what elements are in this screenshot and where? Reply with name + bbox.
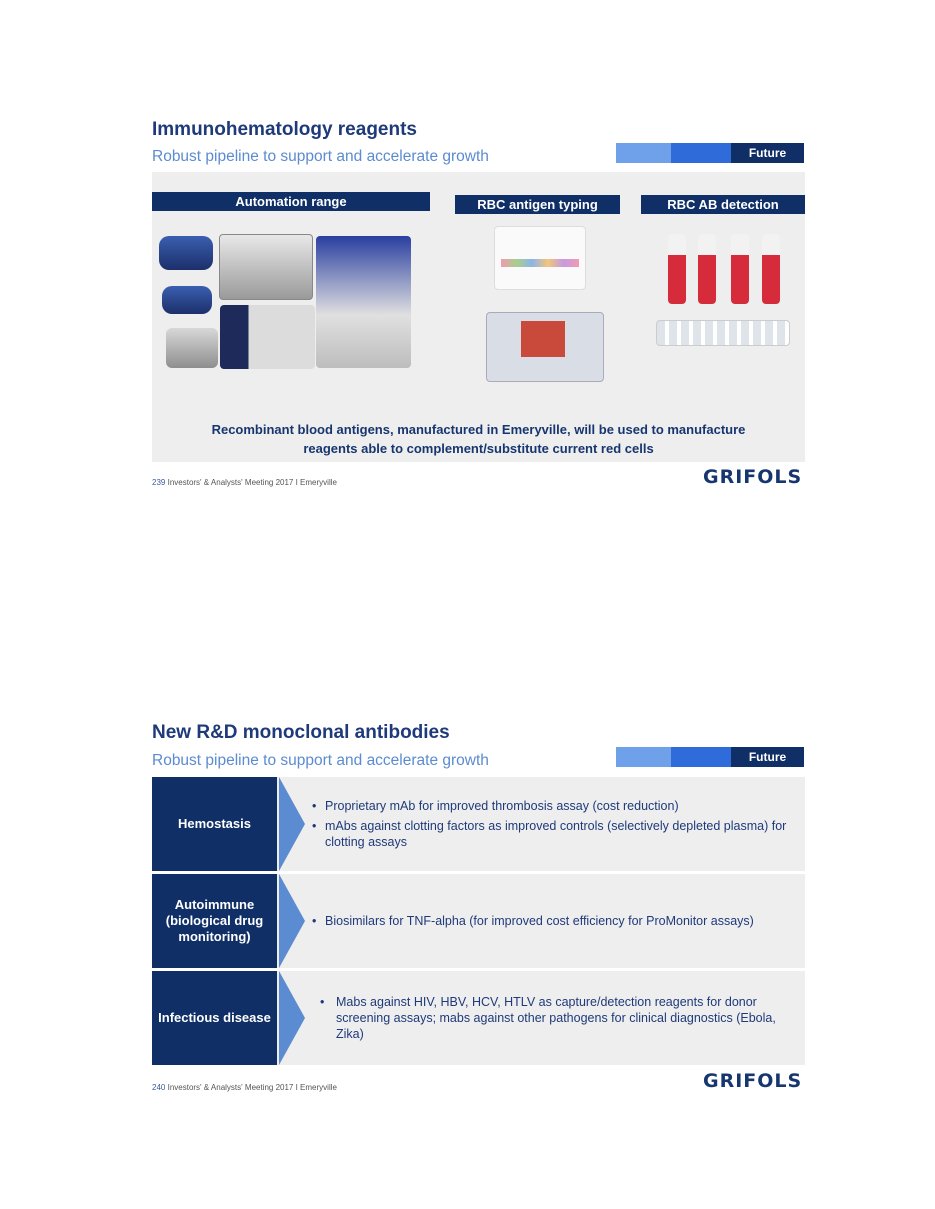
list-item: • mAbs against clotting factors as improved controls (selectively depleted plasma) for clotting assays	[312, 819, 787, 849]
footer	[152, 1083, 337, 1092]
list-item: • Biosimilars for TNF-alpha (for improved cost efficiency for ProMonitor assays)	[312, 914, 754, 928]
row-label: Infectious disease	[152, 971, 277, 1065]
table-row	[152, 777, 805, 871]
future-indicator	[616, 747, 804, 767]
footer-text: Investors' & Analysts' Meeting 2017 I Emeryville	[167, 478, 337, 487]
future-label: Future	[731, 747, 804, 767]
slide-title: New R&D monoclonal antibodies	[152, 722, 450, 743]
chevron-arrow-icon	[279, 777, 305, 871]
row-content	[312, 777, 795, 871]
table-row	[152, 971, 805, 1065]
page-number: 240	[152, 1083, 166, 1092]
chevron-arrow-icon	[279, 874, 305, 968]
slide-subtitle: Robust pipeline to support and accelerate growth	[152, 752, 489, 769]
caption-line-2: reagents able to complement/substitute current red cells	[303, 441, 654, 456]
header-automation-range: Automation range	[152, 192, 430, 211]
grifols-logo: GRIFOLS	[703, 1070, 803, 1092]
header-rbc-ab-detection: RBC AB detection	[641, 195, 805, 214]
footer-text: Investors' & Analysts' Meeting 2017 I Emeryville	[167, 1083, 337, 1092]
list-item: • Proprietary mAb for improved thrombosis assay (cost reduction)	[312, 799, 679, 813]
list-item: • Mabs against HIV, HBV, HCV, HTLV as capture/detection reagents for donor screening assays; mabs against other pathogens for clinical diagnostics (Ebola, Zika)	[320, 995, 776, 1041]
row-content	[320, 971, 795, 1065]
chevron-arrow-icon	[279, 971, 305, 1065]
header-rbc-antigen-typing: RBC antigen typing	[455, 195, 620, 214]
future-bar-segment	[616, 747, 671, 767]
future-label: Future	[731, 143, 804, 163]
caption-line-1: Recombinant blood antigens, manufactured in Emeryville, will be used to manufacture	[211, 422, 746, 437]
grifols-logo: GRIFOLS	[703, 466, 803, 488]
row-label: Autoimmune (biological drug monitoring)	[152, 874, 277, 968]
row-label: Hemostasis	[152, 777, 277, 871]
page-number: 239	[152, 478, 166, 487]
slide-subtitle: Robust pipeline to support and accelerate growth	[152, 148, 489, 165]
future-bar-segment	[671, 747, 731, 767]
table-row	[152, 874, 805, 968]
slide-title: Immunohematology reagents	[152, 119, 417, 140]
row-content	[312, 874, 795, 968]
